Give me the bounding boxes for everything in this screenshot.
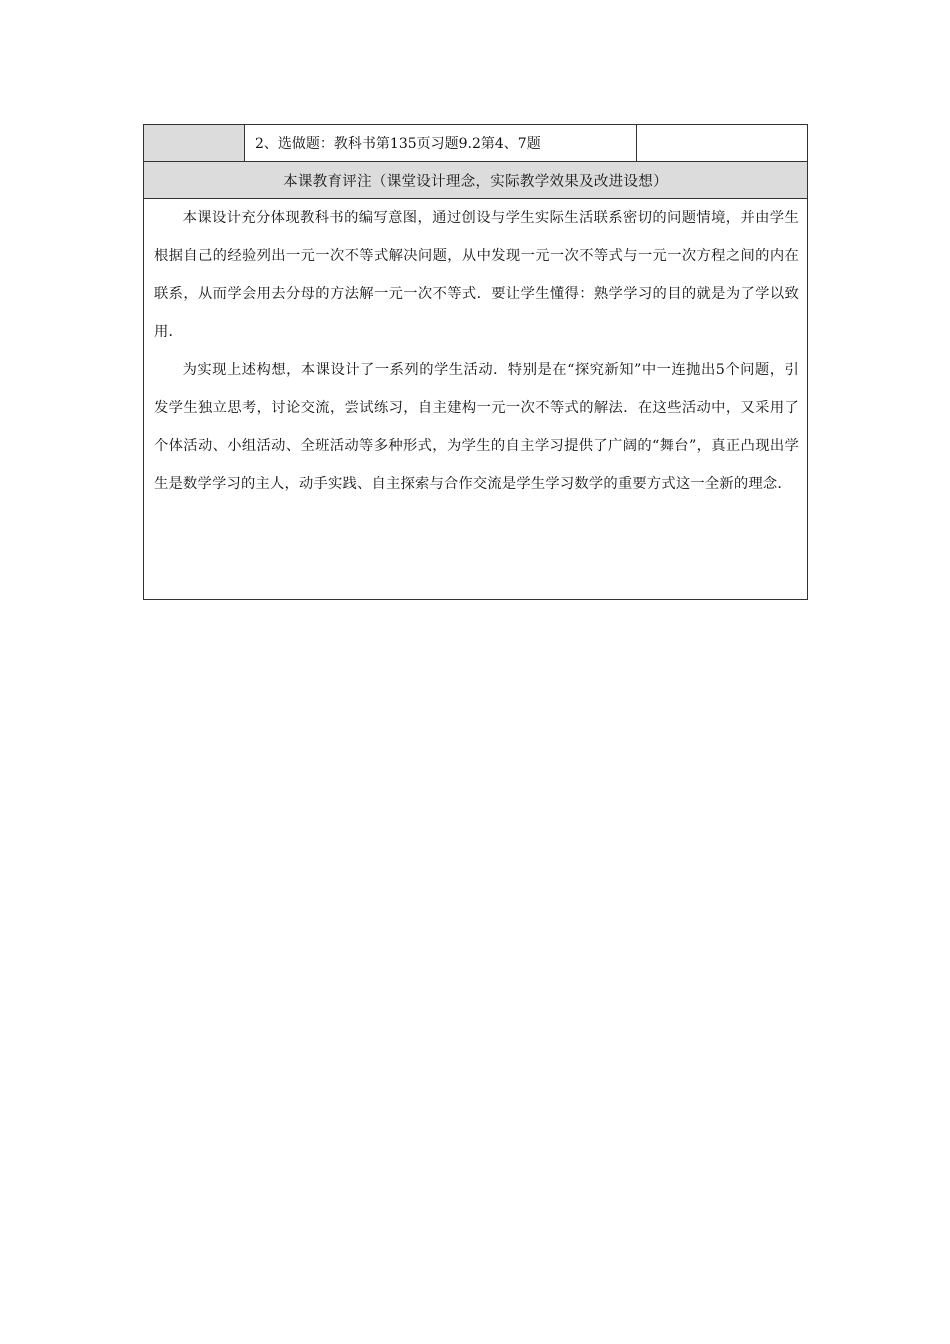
lesson-table	[143, 124, 808, 600]
homework-label-cell	[144, 125, 245, 162]
homework-note-cell	[637, 125, 808, 162]
commentary-body	[144, 199, 808, 600]
homework-row	[144, 125, 808, 162]
commentary-header: 本课教育评注（课堂设计理念，实际教学效果及改进设想）	[144, 162, 808, 199]
commentary-body-row	[144, 199, 808, 600]
commentary-header-row	[144, 162, 808, 199]
commentary-paragraph-2: 为实现上述构想，本课设计了一系列的学生活动．特别是在“探究新知”中一连抛出5个问题，引发学生独立思考，讨论交流，尝试练习，自主建构一元一次不等式的解法．在这些活动中，又采用了个体活动、小组活动、全班活动等多种形式，为学生的自主学习提供了广阔的“舞台”，真正凸现出学生是数学学习的主人，动手实践、自主探索与合作交流是学生学习数学的重要方式这一全新的理念．	[154, 362, 799, 492]
commentary-paragraph-1: 本课设计充分体现教科书的编写意图，通过创设与学生实际生活联系密切的问题情境，并由学生根据自己的经验列出一元一次不等式解决问题，从中发现一元一次不等式与一元一次方程之间的内在联系，从而学会用去分母的方法解一元一次不等式．要让学生懂得：熟学学习的目的就是为了学以致用．	[154, 210, 799, 340]
optional-homework-text: 2、选做题：教科书第135页习题9.2第4、7题	[245, 125, 637, 162]
